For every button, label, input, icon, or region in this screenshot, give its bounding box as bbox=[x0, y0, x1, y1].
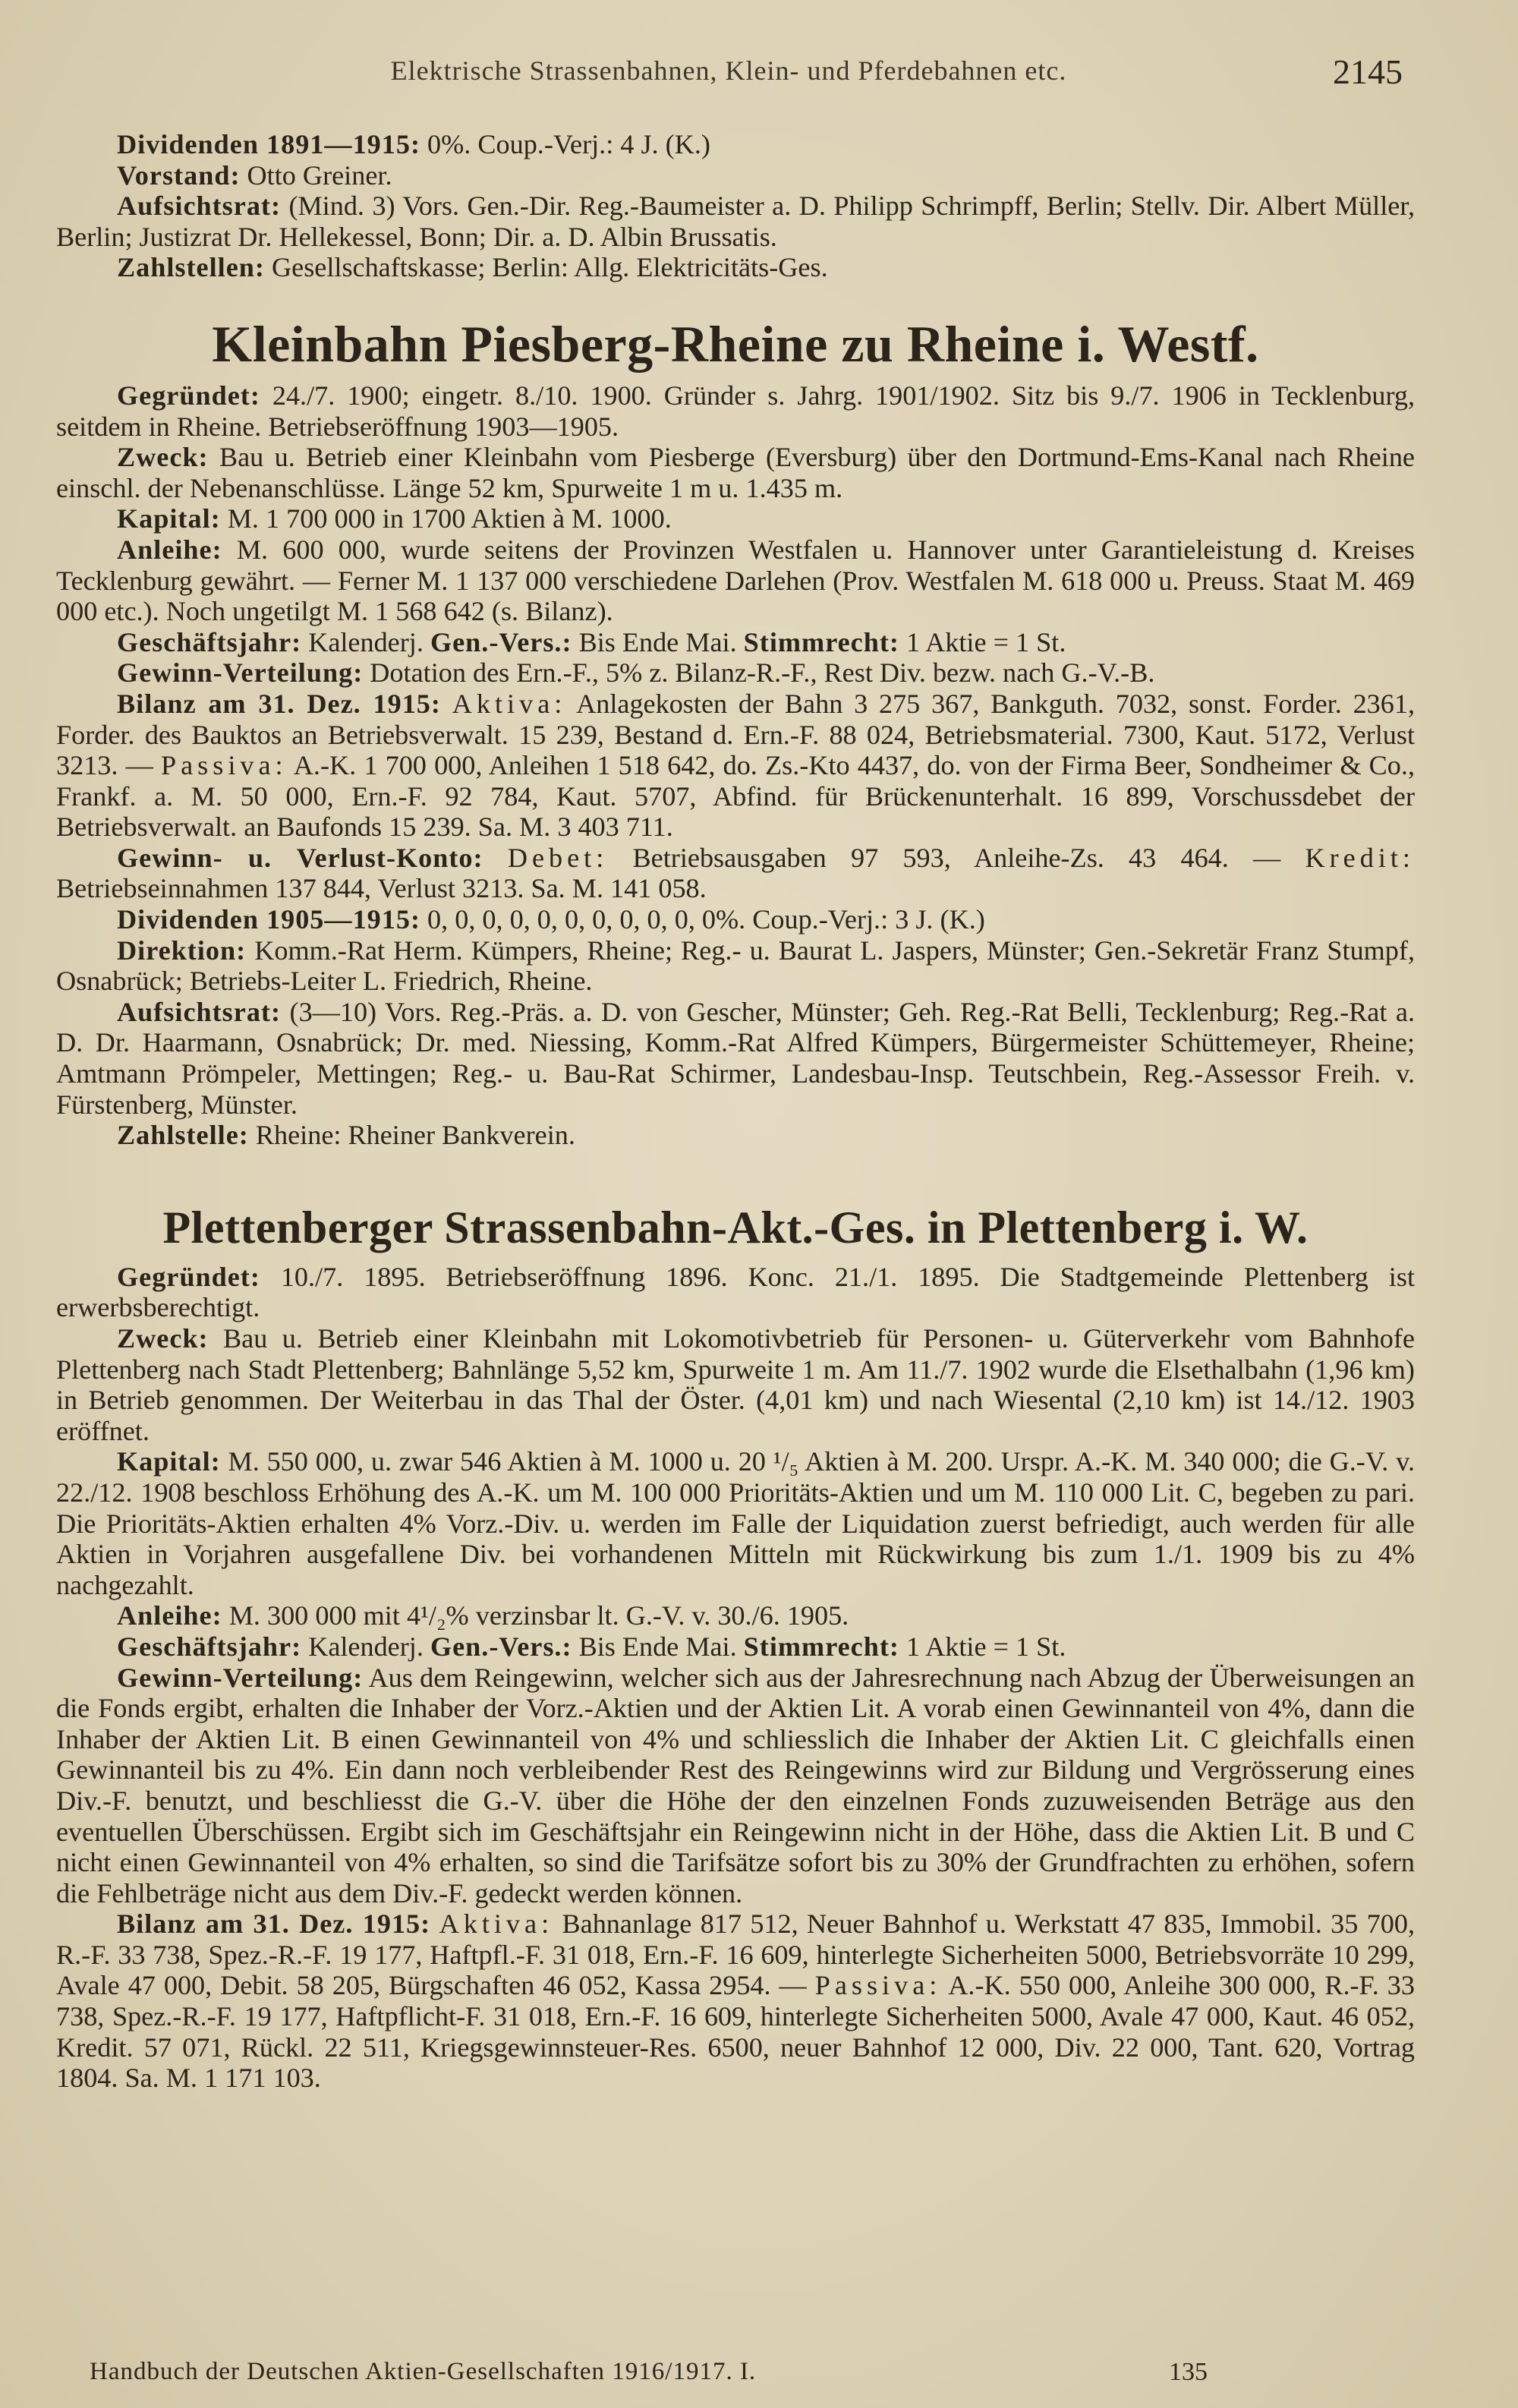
field-label: Kapital: bbox=[117, 503, 221, 534]
field-text: (3—10) Vors. Reg.-Präs. a. D. von Gescher, Münster; Geh. Reg.-Rat Belli, Tecklenburg; Reg.-Rat a. D. Dr. Haarmann, Osnabrück; Dr. med. Niessing, Komm.-Rat Alfred Kümpers, Bürgermeister Schüttemeyer, Rheine; Amtmann Prömpeler, Mettingen; Reg.- u. Bau-Rat Schirmer, Landesbau-Insp. Teutschbein, Reg.-Assessor Freih. v. Fürstenberg, Münster. bbox=[56, 996, 1415, 1120]
aktiva-label: Aktiva: bbox=[439, 1908, 554, 1940]
field-label: Anleihe: bbox=[117, 1600, 222, 1631]
field-label: Gewinn-Verteilung: bbox=[117, 657, 364, 689]
field-text: Kalenderj. bbox=[301, 1631, 430, 1662]
field-text: 1 Aktie = 1 St. bbox=[899, 1631, 1066, 1662]
field-text: Anlagekosten der Bahn 3 275 367, Bankguth. 7032, sonst. Forder. 2361, Forder. des Bauktos an Betriebsverwalt. 15 239, Bestand d. Ern.-F. 88 024, Betriebsmaterial. 7300, Kaut. 5172, Verlust 3213. — bbox=[56, 688, 1416, 781]
field-label: Stimmrecht: bbox=[743, 1631, 899, 1662]
passiva-label: Passiva: bbox=[160, 750, 288, 781]
zahlstellen-paragraph bbox=[56, 252, 1415, 283]
field-text: Bis Ende Mai. bbox=[572, 626, 744, 657]
aktiva-label: Aktiva: bbox=[452, 688, 567, 719]
field-label: Dividenden 1891—1915: bbox=[117, 129, 420, 159]
page-content bbox=[56, 129, 1415, 2094]
geschaeftsjahr-paragraph bbox=[56, 1631, 1415, 1663]
field-text: 10./7. 1895. Betriebseröffnung 1896. Konc. 21./1. 1895. Die Stadtgemeinde Plettenberg ist erwerbsberechtigt. bbox=[56, 1261, 1415, 1323]
gewinnverteilung-paragraph bbox=[56, 1663, 1415, 1909]
field-text: 1 Aktie = 1 St. bbox=[899, 626, 1066, 657]
field-text: M. 550 000, u. zwar 546 Aktien à M. 1000 u. 20 ¹/₅ Aktien à M. 200. Urspr. A.-K. M. 340 000; die G.-V. v. 22./12. 1908 beschloss Erhöhung des A.-K. um M. 100 000 Prioritäts-Aktien und um M. 110 000 Lit. C, begeben zu pari. Die Prioritäts-Aktien erhalten 4% Vorz.-Div. u. werden im Falle der Liquidation zuerst befriedigt, auch werden für alle Aktien in Vorjahren ausgefallene Div. bei vorhandenen Mitteln mit Rückwirkung bis zum 1./1. 1909 bis zu 4% nachgezahlt. bbox=[56, 1446, 1415, 1600]
debet-label: Debet: bbox=[507, 842, 609, 873]
field-label: Direktion: bbox=[117, 935, 247, 966]
field-label: Gen.-Vers.: bbox=[430, 1631, 572, 1662]
field-text: A.-K. 1 700 000, Anleihen 1 518 642, do. Zs.-Kto 4437, do. von der Firma Beer, Sondheimer & Co., Frankf. a. M. 50 000, Ern.-F. 92 784, Kaut. 5707, Abfind. für Brückenunterhalt. 16 899, Vorschussdebet der Betriebsverwalt. an Baufonds 15 239. Sa. M. 3 403 711. bbox=[56, 750, 1415, 843]
field-text: Bis Ende Mai. bbox=[572, 1631, 744, 1662]
footer-page-number: 135 bbox=[1169, 2358, 1208, 2386]
field-label: Zahlstelle: bbox=[117, 1120, 249, 1151]
field-label: Gegründet: bbox=[117, 1261, 260, 1292]
running-head: Elektrische Strassenbahnen, Klein- und Pferdebahnen etc. bbox=[390, 55, 1067, 86]
field-text: M. 600 000, wurde seitens der Provinzen Westfalen u. Hannover unter Garantieleistung d. Kreises Tecklenburg gewährt. — Ferner M. 1 137 000 verschiedene Darlehen (Prov. Westfalen M. 618 000 u. Preuss. Staat M. 469 000 etc.). Noch ungetilgt M. 1 568 642 (s. Bilanz). bbox=[56, 534, 1415, 627]
field-label: Bilanz am 31. Dez. 1915: bbox=[117, 1908, 431, 1940]
dividenden-paragraph bbox=[56, 129, 1415, 160]
gegruendet-paragraph bbox=[56, 380, 1415, 442]
field-label: Dividenden 1905—1915: bbox=[117, 904, 420, 935]
field-text: Dotation des Ern.-F., 5% z. Bilanz-R.-F., Rest Div. bezw. nach G.-V.-B. bbox=[363, 657, 1155, 689]
bilanz-paragraph bbox=[56, 1908, 1415, 2094]
field-label: Anleihe: bbox=[117, 534, 222, 565]
field-label: Gegründet: bbox=[117, 380, 260, 411]
field-label: Geschäftsjahr: bbox=[117, 626, 302, 657]
dividenden-paragraph bbox=[56, 904, 1415, 935]
field-label: Stimmrecht: bbox=[743, 626, 899, 657]
field-text: Otto Greiner. bbox=[240, 159, 392, 191]
field-text: Aus dem Reingewinn, welcher sich aus der Jahresrechnung nach Abzug der Überweisungen an die Fonds ergibt, erhalten die Inhaber der Vorz.-Aktien und der Aktien Lit. A vorab einen Gewinnanteil von 4%, dann die Inhaber der Aktien Lit. B einen Gewinnanteil von 4% und schliesslich die Inhaber der Aktien Lit. C gleichfalls einen Gewinnanteil bis zu 4%. Ein dann noch verbleibender Rest des Reingewinns wird zur Bildung und Vergrösserung eines Div.-F. benutzt, und beschliesst die G.-V. über die Höhe der den einzelnen Fonds zuzuweisenden Beträge aus den eventuellen Überschüssen. Ergibt sich im Geschäftsjahr ein Reingewinn nicht in der Höhe, dass die Aktien Lit. B und C nicht einen Gewinnanteil von 4% erhalten, so sind die Tarifsätze sofort bis zu 30% der Grundfrachten zu erhöhen, sofern die Fehlbeträge nicht aus dem Div.-F. gedeckt werden können. bbox=[56, 1662, 1415, 1908]
field-text: (Mind. 3) Vors. Gen.-Dir. Reg.-Baumeister a. D. Philipp Schrimpff, Berlin; Stellv. Dir. Albert Müller, Berlin; Justizrat Dr. Hellekessel, Bonn; Dir. a. D. Albin Brussatis. bbox=[56, 191, 1415, 252]
entry-kleinbahn-piesberg-rheine bbox=[56, 314, 1415, 1151]
field-text: Komm.-Rat Herm. Kümpers, Rheine; Reg.- u. Baurat L. Jaspers, Münster; Gen.-Sekretär Franz Stumpf, Osnabrück; Betriebs-Leiter L. Friedrich, Rheine. bbox=[56, 935, 1415, 997]
field-text: M. 1 700 000 in 1700 Aktien à M. 1000. bbox=[220, 503, 672, 534]
field-text: Rheine: Rheiner Bankverein. bbox=[248, 1120, 575, 1151]
field-label: Aufsichtsrat: bbox=[117, 996, 282, 1027]
field-label: Zweck: bbox=[117, 442, 209, 473]
field-label: Aufsichtsrat: bbox=[117, 191, 282, 222]
guv-paragraph bbox=[56, 843, 1415, 904]
aufsichtsrat-paragraph bbox=[56, 191, 1415, 252]
field-text: Betriebseinnahmen 137 844, Verlust 3213. Sa. M. 141 058. bbox=[56, 873, 707, 904]
gewinnverteilung-paragraph bbox=[56, 657, 1415, 689]
field-label: Gen.-Vers.: bbox=[430, 626, 572, 657]
company-title: Plettenberger Strassenbahn-Akt.-Ges. in Plettenberg i. W. bbox=[162, 1202, 1309, 1253]
direktion-paragraph bbox=[56, 935, 1415, 997]
field-text: Kalenderj. bbox=[301, 626, 430, 657]
field-text: Bau u. Betrieb einer Kleinbahn mit Lokomotivbetrieb für Personen- u. Güterverkehr vom Bahnhofe Plettenberg nach Stadt Plettenberg; Bahnlänge 5,52 km, Spurweite 1 m. Am 11./7. 1902 wurde die Elsethalbahn (1,96 km) in Betrieb genommen. Der Weiterbau in das Thal der Öster. (4,01 km) und nach Wiesental (2,10 km) ist 14./12. 1903 eröffnet. bbox=[56, 1323, 1415, 1446]
entry-previous-continued bbox=[56, 129, 1415, 283]
field-label: Gewinn-Verteilung: bbox=[117, 1662, 364, 1693]
entry-plettenberger-strassenbahn bbox=[56, 1198, 1415, 2094]
field-text: 0, 0, 0, 0, 0, 0, 0, 0, 0, 0, 0%. Coup.-Verj.: 3 J. (K.) bbox=[420, 904, 985, 935]
geschaeftsjahr-paragraph bbox=[56, 627, 1415, 658]
field-text: A.-K. 550 000, Anleihe 300 000, R.-F. 33 738, Spez.-R.-F. 19 177, Haftpflicht-F. 31 018, Ern.-F. 16 609, hinterlegte Sicherheiten 5000, Avale 47 000, Kaut. 46 052, Kredit. 57 071, Rückl. 22 511, Kriegsgewinnsteuer-Res. 6500, neuer Bahnhof 12 000, Div. 22 000, Tant. 620, Vortrag 1804. Sa. M. 1 171 103. bbox=[56, 1970, 1415, 2094]
field-text: Gesellschaftskasse; Berlin: Allg. Elektricitäts-Ges. bbox=[264, 252, 828, 283]
bilanz-paragraph bbox=[56, 689, 1415, 843]
field-text: Bau u. Betrieb einer Kleinbahn vom Piesberge (Eversburg) über den Dortmund-Ems-Kanal nach Rheine einschl. der Nebenanschlüsse. Länge 52 km, Spurweite 1 m u. 1.435 m. bbox=[56, 442, 1415, 503]
field-text: 24./7. 1900; eingetr. 8./10. 1900. Gründer s. Jahrg. 1901/1902. Sitz bis 9./7. 1906 in Tecklenburg, seitdem in Rheine. Betriebseröffnung 1903—1905. bbox=[56, 380, 1415, 442]
field-label: Kapital: bbox=[117, 1446, 221, 1477]
zweck-paragraph bbox=[56, 442, 1415, 503]
field-text: Bahnanlage 817 512, Neuer Bahnhof u. Werkstatt 47 835, Immobil. 35 700, R.-F. 33 738, Spez.-R.-F. 19 177, Haftpfl.-F. 31 018, Ern.-F. 16 609, hinterlegte Sicherheiten 5000, Betriebsvorräte 10 299, Avale 47 000, Debit. 58 205, Bürgschaften 46 052, Kassa 2954. — bbox=[56, 1908, 1415, 2001]
field-label: Geschäftsjahr: bbox=[117, 1631, 302, 1662]
aufsichtsrat-paragraph bbox=[56, 997, 1415, 1120]
gegruendet-paragraph bbox=[56, 1262, 1415, 1323]
field-text: Betriebsausgaben 97 593, Anleihe-Zs. 43 464. — bbox=[608, 842, 1305, 873]
anleihe-paragraph bbox=[56, 1600, 1415, 1631]
anleihe-paragraph bbox=[56, 534, 1415, 627]
passiva-label: Passiva: bbox=[814, 1970, 942, 2001]
company-title: Kleinbahn Piesberg-Rheine zu Rheine i. Westf. bbox=[212, 314, 1259, 373]
field-label: Zweck: bbox=[117, 1323, 209, 1354]
kredit-label: Kredit: bbox=[1305, 842, 1415, 873]
field-text: 0%. Coup.-Verj.: 4 J. (K.) bbox=[420, 129, 710, 159]
field-label: Vorstand: bbox=[117, 159, 241, 191]
field-label: Gewinn- u. Verlust-Konto: bbox=[117, 842, 483, 873]
zahlstelle-paragraph bbox=[56, 1120, 1415, 1151]
kapital-paragraph bbox=[56, 503, 1415, 534]
vorstand-paragraph bbox=[56, 160, 1415, 191]
zweck-paragraph bbox=[56, 1323, 1415, 1446]
kapital-paragraph bbox=[56, 1446, 1415, 1600]
field-label: Zahlstellen: bbox=[117, 252, 265, 283]
footer-citation: Handbuch der Deutschen Aktien-Gesellschaften 1916/1917. I. bbox=[90, 2358, 757, 2385]
page-number: 2145 bbox=[1333, 52, 1403, 91]
field-label: Bilanz am 31. Dez. 1915: bbox=[117, 688, 441, 719]
field-text: M. 300 000 mit 4¹/₂% verzinsbar lt. G.-V. v. 30./6. 1905. bbox=[222, 1600, 849, 1631]
